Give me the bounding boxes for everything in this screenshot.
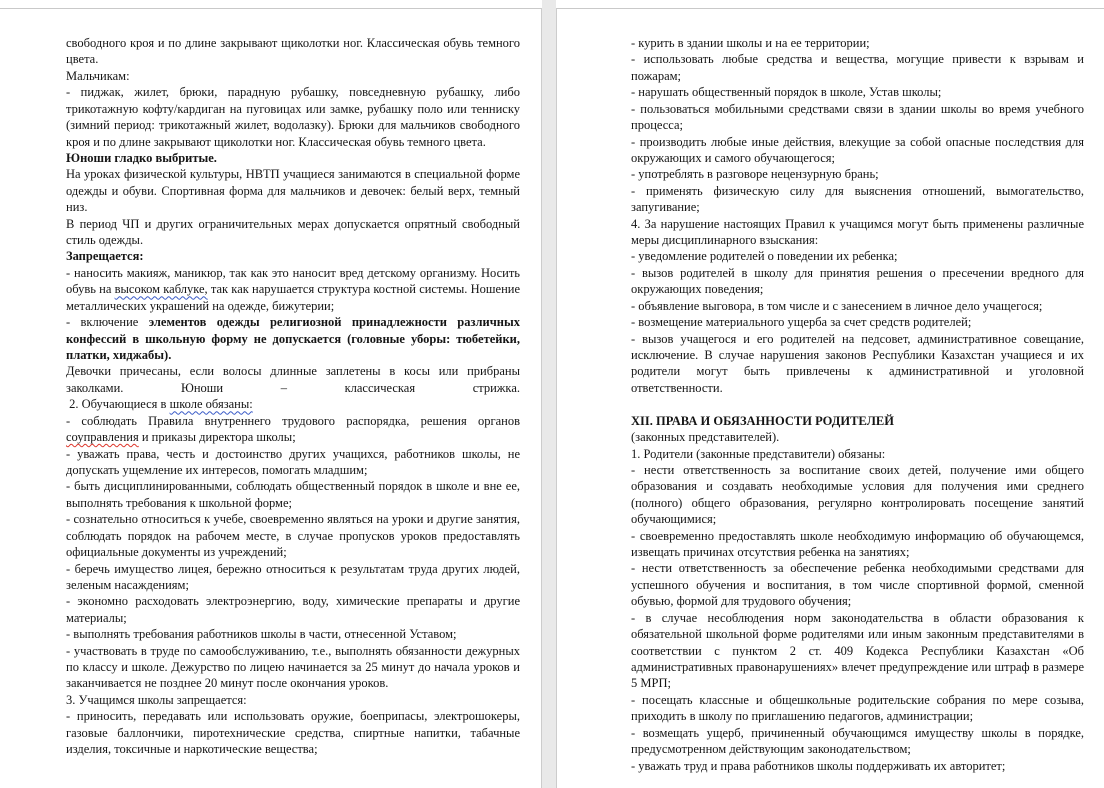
paragraph: На уроках физической культуры, НВТП учащиеся занимаются в специальной форме одежды и обуви. Спортивная форма для мальчиков и девочек: белый верх, темный низ. [66,167,520,215]
paragraph: В период ЧП и других ограничительных мерах допускается опрятный свободный стиль одежды. [66,216,520,248]
paragraph: - приносить, передавать или использовать оружие, боеприпасы, электрошокеры, газовые баллончики, пиротехнические средства, спиртные напитки, табачные изделия, токсичные и наркотические вещества; [66,709,520,757]
spellcheck-blue-underline: высоком каблуке, [114,282,208,297]
paragraph: - уважать труд и права работников школы поддерживать их авторитет; [631,758,1006,773]
paragraph: свободного кроя и по длине закрывают щиколотки ног. Классическая обувь темного цвета. [66,36,520,67]
paragraph: 3. Учащимся школы запрещается: [66,692,247,707]
paragraph: XII. ПРАВА И ОБЯЗАННОСТИ РОДИТЕЛЕЙ [631,413,894,428]
page-gap [542,0,556,788]
paragraph: (законных представителей). [631,430,780,445]
paragraph: Мальчикам: [66,68,130,83]
paragraph: 2. Обучающиеся в школе обязаны: [66,397,253,412]
paragraph: - курить в здании школы и на ее территории; [631,36,870,50]
paragraph: - в случае несоблюдения норм законодательства в области образования к обязательной школьной форме родителями или иным законным представителями в соответствии с пунктом 2 ст. 409 Кодекса Республики Казахстан «Об административных правонарушениях» влечет предупреждение или штраф в размере 5 МРП; [631,610,1084,691]
paragraph: - уважать права, честь и достоинство других учащихся, работников школы, не допускать ущемление их интересов, помогать младшим; [66,446,520,477]
paragraph: - своевременно предоставлять школе необходимую информацию об обучающемся, извещать причинах отсутствия ребенка на занятиях; [631,528,1084,560]
paragraph: - применять физическую силу для выяснения отношений, вымогательство, запугивание; [631,183,1084,215]
paragraph: - вызов учащегося и его родителей на педсовет, административное совещание, исключение. В случае нарушения законов Республики Казахстан учащиеся и их родители могут быть привлечены к административной и уголовной ответственности. [631,331,1084,395]
paragraph: - экономно расходовать электроэнергию, воду, химические препараты и другие материалы; [66,594,520,625]
paragraph: - наносить макияж, маникюр, так как это наносит вред детскому организму. Носить обувь на высоком каблуке, так как нарушается структура костной системы. Ношение металлических украшений на одежде, бижутерии; [66,265,520,313]
page-right[interactable] [556,8,1104,788]
page-left[interactable] [0,8,542,788]
paragraph: - возмещение материального ущерба за счет средств родителей; [631,315,972,330]
paragraph: Девочки причесаны, если волосы длинные заплетены в косы или прибраны заколками. Юноши – классическая стрижка. [66,364,520,395]
paragraph: - сознательно относиться к учебе, своевременно являться на уроки и другие занятия, соблюдать порядок на рабочем месте, в случае пропусков уроков предоставлять официальные документы из учреждений; [66,512,520,560]
paragraph: - пользоваться мобильными средствами связи в здании школы во время учебного процесса; [631,101,1084,133]
paragraph: - уведомление родителей о поведении их ребенка; [631,249,898,264]
paragraph: - употреблять в разговоре нецензурную брань; [631,167,879,182]
blank-line [631,396,1084,412]
paragraph: 4. За нарушение настоящих Правил к учащимся могут быть применены различные меры дисциплинарного взыскания: [631,216,1084,248]
paragraph: - вызов родителей в школу для принятия решения о пресечении вредного для окружающих поведения; [631,265,1084,297]
paragraph: 1. Родители (законные представители) обязаны: [631,446,886,461]
paragraph: - использовать любые средства и вещества, могущие привести к взрывам и пожарам; [631,52,1084,83]
paragraph: - выполнять требования работников школы в части, отнесенной Уставом; [66,627,457,642]
paragraph: - нарушать общественный порядок в школе, Устав школы; [631,85,942,100]
paragraph: - беречь имущество лицея, бережно относиться к результатам труда других людей, зеленым насаждениям; [66,561,520,592]
paragraph: - производить любые иные действия, влекущие за собой опасные последствия для окружающих и самого обучающегося; [631,134,1084,165]
paragraph: - соблюдать Правила внутреннего трудового распорядка, решения органов соуправления и приказы директора школы; [66,413,520,445]
paragraph: - объявление выговора, в том числе и с занесением в личное дело учащегося; [631,298,1043,313]
page-left-text [66,35,520,758]
paragraph: - нести ответственность за воспитание своих детей, получение ими общего образования и создавать необходимые условия для получения ими среднего (полного) общего образования, регулярно контролировать посещение занятий обучающимися; [631,462,1084,527]
spellcheck-blue-underline: школе обязаны: [169,397,253,412]
paragraph: - нести ответственность за обеспечение ребенка необходимыми средствами для успешного обучения и воспитания, в том числе спортивной формой, сменной обувью, формой для трудового обучения; [631,561,1084,609]
spellcheck-red-underline: соуправления [66,430,139,445]
paragraph: - пиджак, жилет, брюки, парадную рубашку, повседневную рубашку, либо трикотажную кофту/кардиган на пуговицах или замке, рубашку поло или тенниску (зимний период: трикотажный жилет, водолазку). Брюки для мальчиков свободного кроя и по длине закрывают щиколотки ног. Классическая обувь темного цвета. [66,85,520,149]
paragraph: - включение элементов одежды религиозной принадлежности различных конфессий в школьную форму не допускается (головные уборы: тюбетейки, платки, хиджабы). [66,315,520,363]
paragraph: - участвовать в труде по самообслуживанию, т.е., выполнять обязанности дежурных по классу и школе. Дежурство по лицею начинается за 25 минут до начала уроков и заканчивается не позднее 20 минут после окончания уроков. [66,643,520,691]
paragraph: Юноши гладко выбритые. [66,150,217,165]
paragraph: - посещать классные и общешкольные родительские собрания по мере созыва, приходить в школу по приглашению педагогов, администрации; [631,692,1084,724]
page-right-text [631,35,1084,774]
paragraph: Запрещается: [66,249,144,264]
paragraph: - быть дисциплинированными, соблюдать общественный порядок в школе и вне ее, выполнять требования к школьной форме; [66,479,520,510]
paragraph: - возмещать ущерб, причиненный обучающимся имуществу школы в порядке, предусмотренном действующим законодательством; [631,725,1084,757]
